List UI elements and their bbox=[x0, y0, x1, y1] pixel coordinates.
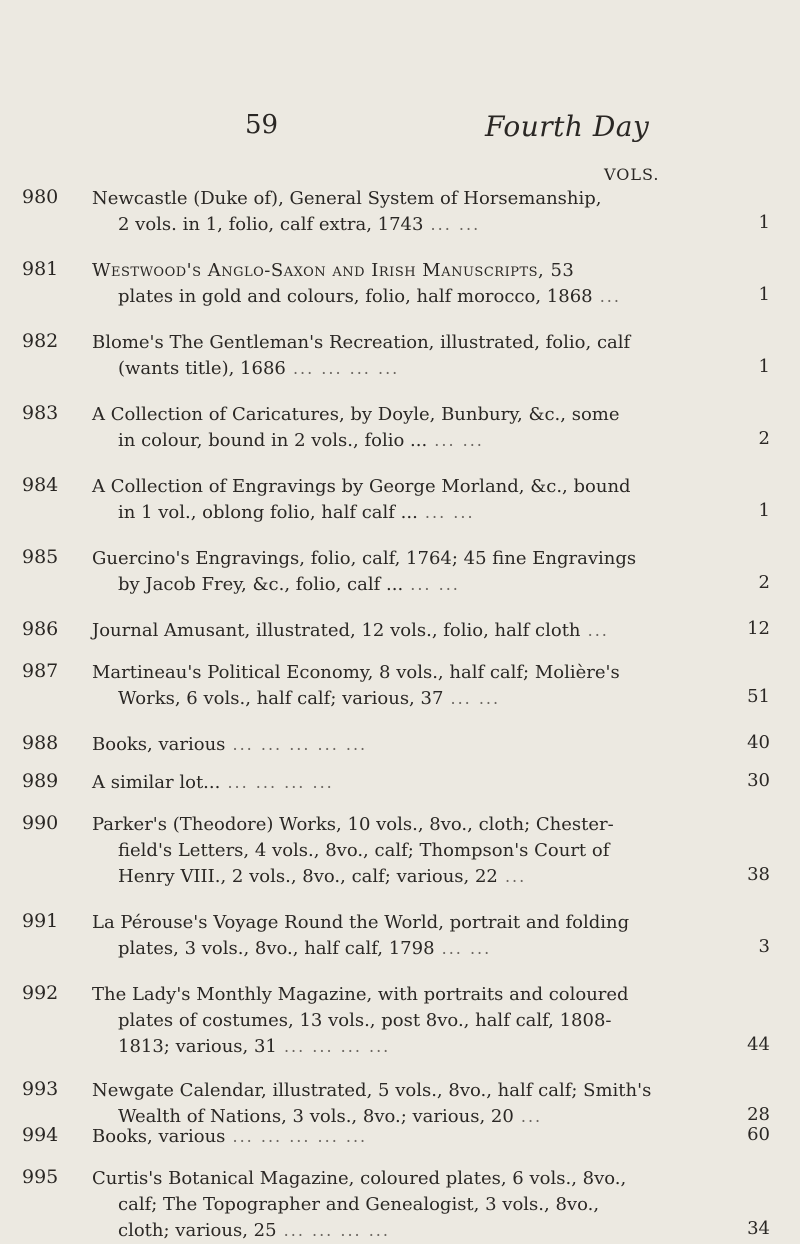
lot-line-1 bbox=[92, 770, 692, 796]
lot-number: 987 bbox=[22, 660, 59, 682]
lot-line-1 bbox=[92, 402, 692, 428]
lot-vols: 2 bbox=[758, 428, 770, 449]
lot-line-2 bbox=[92, 500, 692, 526]
lot-line-1 bbox=[92, 660, 692, 686]
lot-line-2 bbox=[92, 428, 692, 454]
lot-number: 994 bbox=[22, 1124, 59, 1146]
lot-line-1 bbox=[92, 258, 692, 284]
lot-line-text: Westwood's Anglo-Saxon and Irish Manuscripts, 53 bbox=[92, 260, 575, 281]
lot-line-2 bbox=[92, 838, 692, 864]
lot-line-2 bbox=[92, 936, 692, 962]
lot-description bbox=[92, 258, 692, 310]
lot-line-3 bbox=[92, 1034, 692, 1060]
leader-dots: ... ... ... ... bbox=[285, 359, 400, 378]
lot-description bbox=[92, 982, 692, 1060]
lot-line-1 bbox=[92, 474, 692, 500]
lot-line-text: Journal Amusant, illustrated, 12 vols., folio, half cloth bbox=[92, 620, 581, 641]
lot-line-text: Newgate Calendar, illustrated, 5 vols., 8vo., half calf; Smith's bbox=[92, 1080, 652, 1101]
lot-vols: 1 bbox=[758, 284, 770, 305]
lot-line-2 bbox=[92, 572, 692, 598]
lot-description bbox=[92, 618, 692, 644]
leader-dots: ... bbox=[580, 621, 609, 640]
lot-description bbox=[92, 660, 692, 712]
lot-description bbox=[92, 402, 692, 454]
lot-line-text: 1813; various, 31 bbox=[118, 1036, 277, 1057]
lot-description bbox=[92, 1078, 692, 1130]
leader-dots: ... ... ... ... bbox=[276, 1221, 390, 1240]
lot-description bbox=[92, 910, 692, 962]
lot-line-text: plates of costumes, 13 vols., post 8vo., half calf, 1808- bbox=[118, 1010, 612, 1031]
lot-vols: 51 bbox=[747, 686, 770, 707]
lot-description bbox=[92, 186, 692, 238]
page-header bbox=[0, 110, 800, 150]
lot-number: 992 bbox=[22, 982, 59, 1004]
lot-line-text: Books, various bbox=[92, 1126, 226, 1147]
leader-dots: ... bbox=[513, 1107, 543, 1126]
lot-line-2 bbox=[92, 284, 692, 310]
lot-line-1 bbox=[92, 1124, 692, 1150]
lot-line-3 bbox=[92, 864, 692, 890]
lot-vols: 1 bbox=[758, 356, 770, 377]
vols-column-heading: VOLS. bbox=[604, 165, 660, 184]
leader-dots: ... ... bbox=[427, 431, 484, 450]
lot-description bbox=[92, 770, 692, 796]
lot-number: 990 bbox=[22, 812, 59, 834]
lot-vols: 38 bbox=[747, 864, 770, 885]
lot-line-text: calf; The Topographer and Genealogist, 3 vols., 8vo., bbox=[118, 1194, 600, 1215]
lot-number: 983 bbox=[22, 402, 59, 424]
leader-dots: ... ... ... ... ... bbox=[225, 735, 368, 754]
lot-line-2 bbox=[92, 1008, 692, 1034]
lot-number: 984 bbox=[22, 474, 59, 496]
lot-line-text: Parker's (Theodore) Works, 10 vols., 8vo., cloth; Chester- bbox=[92, 814, 614, 835]
lot-description bbox=[92, 474, 692, 526]
lot-description bbox=[92, 1166, 692, 1244]
lot-line-text: cloth; various, 25 bbox=[118, 1220, 277, 1241]
lot-number: 982 bbox=[22, 330, 59, 352]
lot-line-text: Blome's The Gentleman's Recreation, illustrated, folio, calf bbox=[92, 332, 631, 353]
leader-dots: ... bbox=[497, 867, 527, 886]
lot-line-text: Newcastle (Duke of), General System of Horsemanship, bbox=[92, 188, 602, 209]
lot-line-text: 2 vols. in 1, folio, calf extra, 1743 bbox=[118, 214, 424, 235]
lot-line-1 bbox=[92, 812, 692, 838]
lot-number: 986 bbox=[22, 618, 59, 640]
lot-vols: 34 bbox=[747, 1218, 770, 1239]
lot-line-text: Wealth of Nations, 3 vols., 8vo.; various, 20 bbox=[118, 1106, 514, 1127]
lot-description bbox=[92, 732, 692, 758]
lot-line-1 bbox=[92, 330, 692, 356]
lot-vols: 3 bbox=[758, 936, 770, 957]
leader-dots: ... ... ... ... bbox=[220, 773, 334, 792]
lot-line-2 bbox=[92, 356, 692, 382]
lot-description bbox=[92, 330, 692, 382]
lot-line-text: Henry VIII., 2 vols., 8vo., calf; various, 22 bbox=[118, 866, 498, 887]
lot-vols: 1 bbox=[758, 212, 770, 233]
leader-dots: ... ... ... ... ... bbox=[225, 1127, 368, 1146]
lot-line-1 bbox=[92, 546, 692, 572]
lot-line-text: (wants title), 1686 bbox=[118, 358, 286, 379]
lot-line-text: Martineau's Political Economy, 8 vols., half calf; Molière's bbox=[92, 662, 620, 683]
lot-line-1 bbox=[92, 186, 692, 212]
lot-vols: 60 bbox=[747, 1124, 770, 1145]
lot-line-1 bbox=[92, 618, 692, 644]
lot-line-1 bbox=[92, 910, 692, 936]
lot-line-1 bbox=[92, 1166, 692, 1192]
page-number: 59 bbox=[245, 110, 279, 140]
lot-line-text: Works, 6 vols., half calf; various, 37 bbox=[118, 688, 444, 709]
lot-line-text: Curtis's Botanical Magazine, coloured plates, 6 vols., 8vo., bbox=[92, 1168, 627, 1189]
lot-vols: 40 bbox=[747, 732, 770, 753]
leader-dots: ... ... bbox=[403, 575, 460, 594]
lot-line-2 bbox=[92, 686, 692, 712]
lot-description bbox=[92, 812, 692, 890]
lot-line-text: The Lady's Monthly Magazine, with portraits and coloured bbox=[92, 984, 629, 1005]
lot-number: 981 bbox=[22, 258, 59, 280]
lot-line-text: A similar lot... bbox=[92, 772, 221, 793]
lot-description bbox=[92, 1124, 692, 1150]
lot-number: 985 bbox=[22, 546, 59, 568]
lot-line-1 bbox=[92, 732, 692, 758]
lot-vols: 28 bbox=[747, 1104, 770, 1125]
lot-number: 995 bbox=[22, 1166, 59, 1188]
lot-vols: 12 bbox=[747, 618, 770, 639]
lot-line-text: A Collection of Caricatures, by Doyle, Bunbury, &c., some bbox=[92, 404, 620, 425]
lot-line-text: by Jacob Frey, &c., folio, calf ... bbox=[118, 574, 404, 595]
lot-line-text: La Pérouse's Voyage Round the World, portrait and folding bbox=[92, 912, 630, 933]
lot-line-2 bbox=[92, 212, 692, 238]
leader-dots: ... ... bbox=[443, 689, 501, 708]
lot-number: 988 bbox=[22, 732, 59, 754]
lot-line-3 bbox=[92, 1218, 692, 1244]
lot-line-1 bbox=[92, 982, 692, 1008]
lot-line-text: Books, various bbox=[92, 734, 226, 755]
leader-dots: ... bbox=[592, 287, 621, 306]
lot-line-text: in 1 vol., oblong folio, half calf ... bbox=[118, 502, 418, 523]
day-title: Fourth Day bbox=[485, 110, 650, 143]
lot-line-2 bbox=[92, 1192, 692, 1218]
lot-number: 989 bbox=[22, 770, 59, 792]
leader-dots: ... ... bbox=[417, 503, 475, 522]
leader-dots: ... ... ... ... bbox=[276, 1037, 391, 1056]
lot-number: 993 bbox=[22, 1078, 59, 1100]
lot-line-text: field's Letters, 4 vols., 8vo., calf; Thompson's Court of bbox=[118, 840, 610, 861]
lot-number: 980 bbox=[22, 186, 59, 208]
lot-vols: 30 bbox=[747, 770, 770, 791]
lot-line-text: plates, 3 vols., 8vo., half calf, 1798 bbox=[118, 938, 435, 959]
lot-vols: 2 bbox=[758, 572, 770, 593]
lot-line-text: A Collection of Engravings by George Morland, &c., bound bbox=[92, 476, 631, 497]
lot-line-text: Guercino's Engravings, folio, calf, 1764; 45 fine Engravings bbox=[92, 548, 637, 569]
leader-dots: ... ... bbox=[434, 939, 492, 958]
lot-vols: 44 bbox=[747, 1034, 770, 1055]
lot-line-1 bbox=[92, 1078, 692, 1104]
lot-line-text: in colour, bound in 2 vols., folio ... bbox=[118, 430, 428, 451]
leader-dots: ... ... bbox=[423, 215, 481, 234]
lot-line-text: plates in gold and colours, folio, half morocco, 1868 bbox=[118, 286, 593, 307]
lot-vols: 1 bbox=[758, 500, 770, 521]
lot-number: 991 bbox=[22, 910, 59, 932]
lot-description bbox=[92, 546, 692, 598]
